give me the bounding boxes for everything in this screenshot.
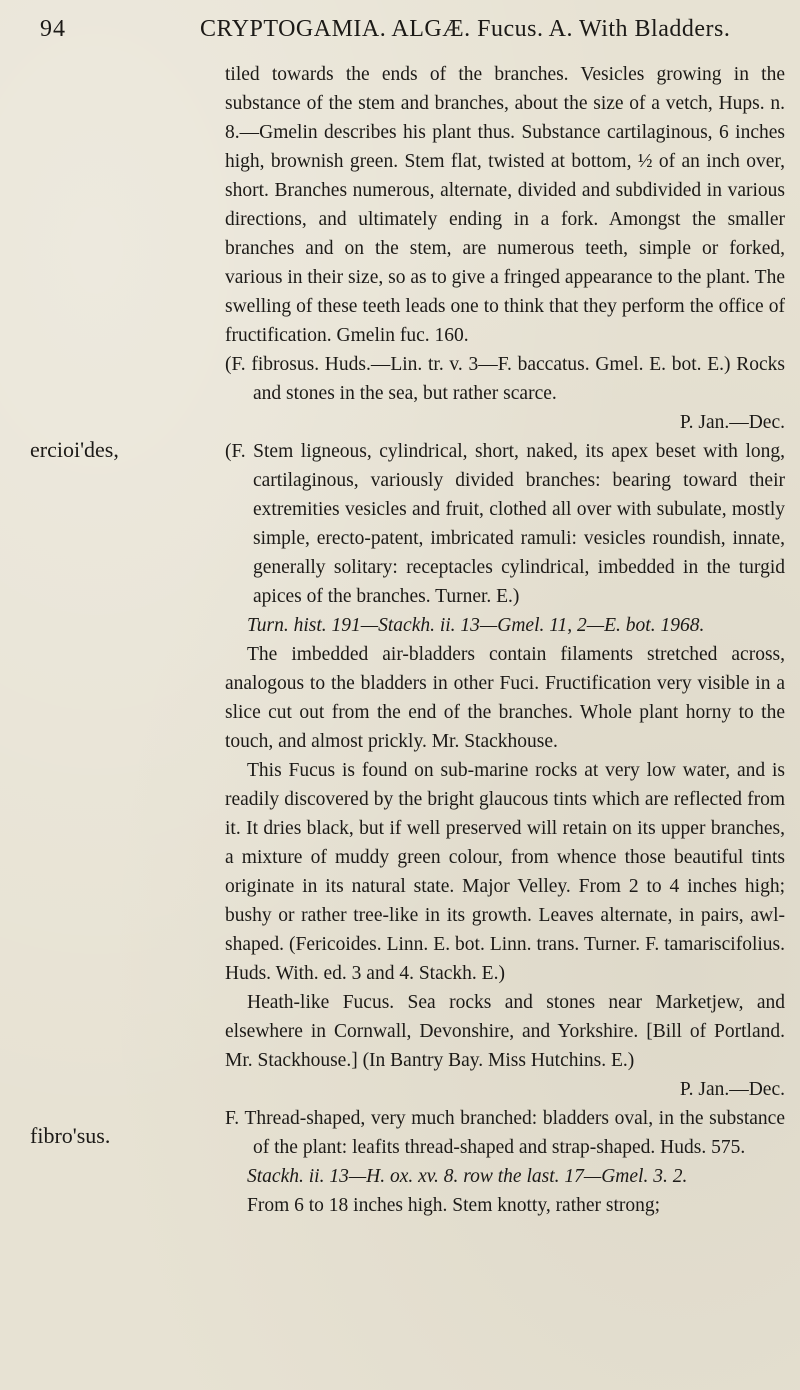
page-header — [0, 0, 800, 60]
page-number: 94 — [40, 16, 66, 42]
paragraph-ericoides-description: (F. Stem ligneous, cylindrical, short, naked, its apex beset with long, cartilaginous, variously divided branches: bearing toward their extremities vesicles and fruit, clothed all over with subulate, mostly simple, erecto-patent, imbricated ramuli: vesicles roundish, innate, generally solitary: receptacles cylindrical, imbedded in the turgid apices of the branches. Turner. E.) — [225, 441, 785, 607]
paragraph-fibrosus-size: From 6 to 18 inches high. Stem knotty, rather strong; — [247, 1195, 661, 1216]
running-head: CRYPTOGAMIA. ALGÆ. Fucus. A. With Bladders. — [200, 16, 731, 42]
paragraph-fibrosus-references: Stackh. ii. 13—H. ox. xv. 8. row the last. 17—Gmel. 3. 2. — [247, 1166, 688, 1187]
paragraph-habitat-notes: This Fucus is found on sub-marine rocks at very low water, and is readily discovered by the bright glaucous tints which are reflected from it. It dries black, but if well preserved will retain on its upper branches, a mixture of muddy green colour, from whence those beautiful tints originate in its natural state. Major Velley. From 2 to 4 inches high; bushy or rather tree-like in its growth. Leaves alternate, in pairs, awl-shaped. (Fericoides. Linn. E. bot. Linn. trans. Turner. F. tamariscifolius. Huds. With. ed. 3 and 4. Stackh. E.) — [225, 760, 785, 984]
flowering-period-2: P. Jan.—Dec. — [679, 1079, 785, 1100]
main-text — [225, 60, 785, 1220]
flowering-period: P. Jan.—Dec. — [679, 412, 785, 433]
margin-species-label-fibrosus: fibro'sus. — [30, 1123, 111, 1148]
paragraph-heath-like-fucus: Heath-like Fucus. Sea rocks and stones near Marketjew, and elsewhere in Cornwall, Devonshire, and Yorkshire. [Bill of Portland. Mr. Stackhouse.] (In Bantry Bay. Miss Hutchins. E.) — [225, 992, 785, 1071]
paragraph-air-bladders: The imbedded air-bladders contain filaments stretched across, analogous to the bladders in other Fuci. Fructification very visible in a slice cut out from the end of the branches. Whole plant horny to the touch, and almost prickly. Mr. Stackhouse. — [225, 644, 785, 752]
paragraph-vesicles: tiled towards the ends of the branches. Vesicles growing in the substance of the stem and branches, about the size of a vetch, Hups. n. 8.—Gmelin describes his plant thus. Substance cartilaginous, 6 inches high, brownish green. Stem flat, twisted at bottom, ½ of an inch over, short. Branches numerous, alternate, divided and subdivided in various directions, and ultimately ending in a fork. Amongst the smaller branches and on the stem, are numerous teeth, simple or forked, various in their size, so as to give a fringed appearance to the plant. The swelling of these teeth leads one to think that they perform the office of fructification. Gmelin fuc. 160. — [225, 64, 785, 346]
margin-species-label-ericoides: ercioi'des, — [30, 437, 119, 462]
paragraph-synonyms-fibrosus: (F. fibrosus. Huds.—Lin. tr. v. 3—F. baccatus. Gmel. E. bot. E.) Rocks and stones in the sea, but rather scarce. — [225, 354, 785, 404]
paragraph-fibrosus-description: F. Thread-shaped, very much branched: bladders oval, in the substance of the plant: leafits thread-shaped and strap-shaped. Huds. 575. — [225, 1108, 785, 1158]
paragraph-references: Turn. hist. 191—Stackh. ii. 13—Gmel. 11, 2—E. bot. 1968. — [247, 615, 705, 636]
